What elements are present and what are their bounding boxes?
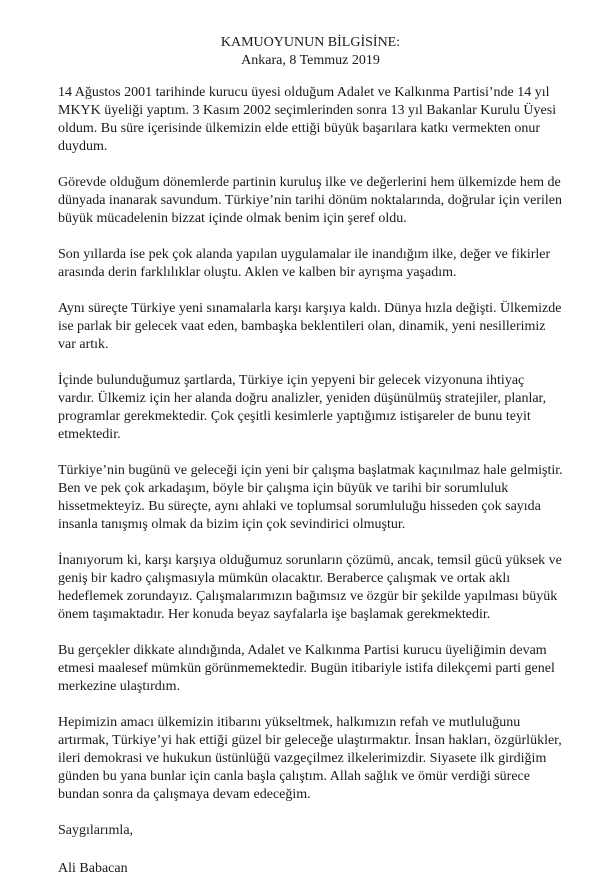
paragraph-6: Türkiye’nin bugünü ve geleceği için yeni bir çalışma başlatmak kaçınılmaz hale gelmiştir. Ben ve pek çok arkadaşım, böyle bir çalışma için büyük ve tarihi bir sorumluluk hissetmekteyiz. Bu süreçte, aynı ahlaki ve toplumsal sorumluluğu hisseden çok sayıda insanla tanışmış olmak da bizim için çok sevindirici olmuştur.: [58, 463, 563, 532]
letter-heading: [58, 34, 563, 70]
letter-place-date: Ankara, 8 Temmuz 2019: [241, 53, 380, 68]
paragraph-9: Hepimizin amacı ülkemizin itibarını yükseltmek, halkımızın refah ve mutluluğunu artırmak, Türkiye’yi hak ettiği güzel bir geleceğe ulaştırmaktır. İnsan hakları, özgürlükler, ileri demokrasi ve hukukun üstünlüğü vazgeçilmez ilkelerimizdir. Siyasete ilk girdiğim günden bu yana bunlar için canla başla çalıştım. Allah sağlık ve ömür verdiği sürece bundan sonra da çalışmaya devam edeceğim.: [58, 715, 562, 802]
paragraph-5: İçinde bulunduğumuz şartlarda, Türkiye için yepyeni bir gelecek vizyonuna ihtiyaç vardır. Ülkemiz için her alanda doğru analizler, yeniden düşünülmüş stratejiler, planlar, programlar gerekmektedir. Çok çeşitli kesimlerle yaptığımız istişareler de bunu teyit etmektedir.: [58, 373, 547, 442]
letter-title: KAMUOYUNUN BİLGİSİNE:: [220, 35, 401, 50]
closing-line: Saygılarımla,: [58, 823, 134, 838]
signature-name: Ali Babacan: [58, 861, 128, 876]
paragraph-4: Aynı süreçte Türkiye yeni sınamalarla karşı karşıya kaldı. Dünya hızla değişti. Ülkemizde ise parlak bir gelecek vaat eden, bambaşka beklentileri olan, dinamik, yeni nesillerimiz var artık.: [58, 301, 562, 352]
paragraph-1: 14 Ağustos 2001 tarihinde kurucu üyesi olduğum Adalet ve Kalkınma Partisi’nde 14 yıl MKYK üyeliği yaptım. 3 Kasım 2002 seçimlerinden sonra 13 yıl Bakanlar Kurulu Üyesi oldum. Bu süre içerisinde ülkemizin elde ettiği büyük başarılara katkı vermekten onur duydum.: [58, 85, 557, 154]
paragraph-3: Son yıllarda ise pek çok alanda yapılan uygulamalar ile inandığım ilke, değer ve fikirler arasında derin farklılıklar oluştu. Aklen ve kalben bir ayrışma yaşadım.: [58, 247, 551, 280]
paragraph-2: Görevde olduğum dönemlerde partinin kuruluş ilke ve değerlerini hem ülkemizde hem de dünyada inanarak savundum. Türkiye’nin tarihi dönüm noktalarında, doğrular için verilen büyük mücadelenin bizzat içinde olmak benim için şeref oldu.: [58, 175, 562, 226]
paragraph-7: İnanıyorum ki, karşı karşıya olduğumuz sorunların çözümü, ancak, temsil gücü yüksek ve geniş bir kadro çalışmasıyla mümkün olacaktır. Beraberce çalışmak ve ortak aklı hedeflemek zorundayız. Çalışmalarımızın bağımsız ve özgür bir şekilde yapılması büyük önem taşımaktadır. Her konuda beyaz sayfalarla işe başlamak gerekmektedir.: [58, 553, 562, 622]
paragraph-8: Bu gerçekler dikkate alındığında, Adalet ve Kalkınma Partisi kurucu üyeliğimin devam etmesi maalesef mümkün görünmemektedir. Bugün itibariyle istifa dilekçemi parti genel merkezine ulaştırdım.: [58, 643, 555, 694]
